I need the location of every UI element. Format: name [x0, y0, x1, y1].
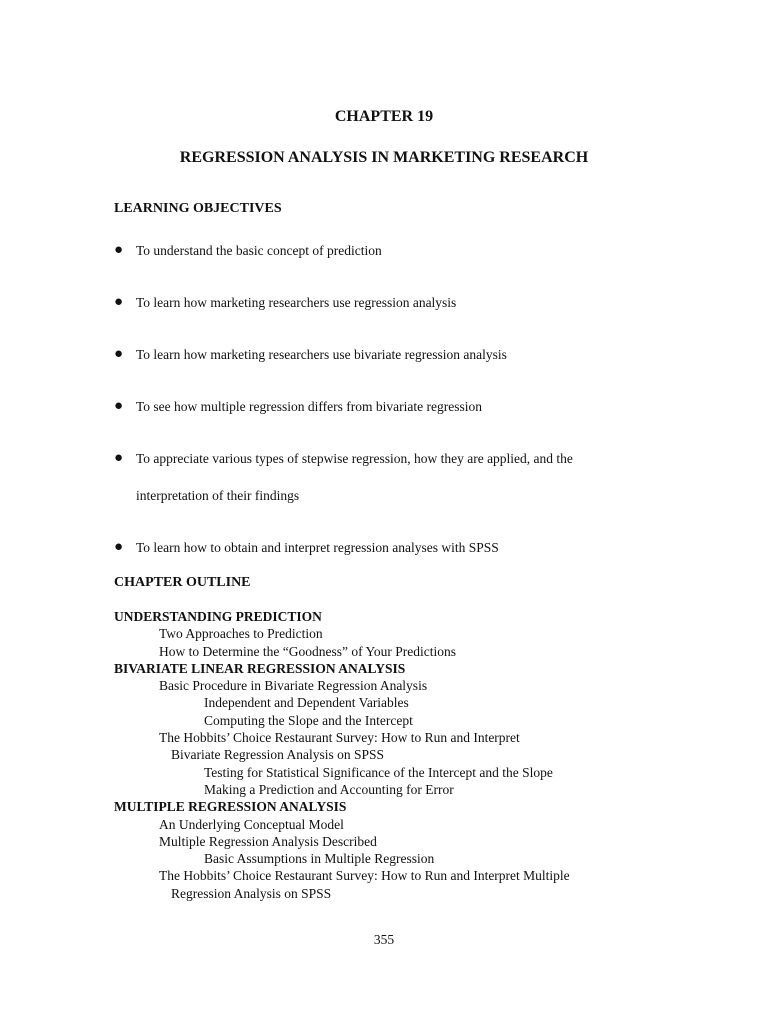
objective-text: To learn how to obtain and interpret regression analyses with SPSS — [136, 540, 499, 555]
outline-item: Regression Analysis on SPSS — [171, 885, 332, 901]
objective-text: To see how multiple regression differs from bivariate regression — [136, 399, 482, 414]
outline-section-heading: UNDERSTANDING PREDICTION — [114, 609, 322, 624]
bullet-icon: ● — [114, 539, 124, 555]
outline-item: The Hobbits’ Choice Restaurant Survey: How to Run and Interpret Multiple — [159, 868, 570, 884]
outline-item: An Underlying Conceptual Model — [159, 816, 344, 832]
outline-item: Two Approaches to Prediction — [159, 626, 323, 642]
outline-item: Basic Procedure in Bivariate Regression Analysis — [159, 678, 428, 694]
chapter-number: CHAPTER 19 — [334, 108, 434, 125]
objective-text: To learn how marketing researchers use regression analysis — [136, 295, 457, 310]
page-number: 355 — [373, 932, 395, 947]
objective-text: To understand the basic concept of prediction — [136, 243, 382, 258]
outline-item: Independent and Dependent Variables — [204, 695, 409, 711]
objective-text: interpretation of their findings — [136, 488, 300, 503]
outline-item: Basic Assumptions in Multiple Regression — [204, 851, 435, 867]
bullet-icon: ● — [114, 346, 124, 362]
chapter-outline-heading: CHAPTER OUTLINE — [114, 575, 251, 590]
objective-text: To learn how marketing researchers use bivariate regression analysis — [136, 347, 507, 362]
outline-item: Multiple Regression Analysis Described — [159, 833, 377, 849]
bullet-icon: ● — [114, 294, 124, 310]
outline-section-heading: MULTIPLE REGRESSION ANALYSIS — [114, 799, 347, 815]
outline-section-heading: BIVARIATE LINEAR REGRESSION ANALYSIS — [114, 660, 406, 676]
bullet-icon: ● — [114, 450, 124, 466]
objective-item — [114, 232, 674, 269]
outline-item: Bivariate Regression Analysis on SPSS — [171, 747, 385, 763]
objective-item — [114, 529, 674, 566]
outline-item: Making a Prediction and Accounting for Error — [204, 781, 454, 797]
learning-objectives-heading: LEARNING OBJECTIVES — [114, 201, 282, 216]
objective-text: To appreciate various types of stepwise regression, how they are applied, and the — [136, 451, 573, 466]
chapter-outline-list — [114, 608, 714, 902]
objective-item — [114, 388, 674, 425]
bullet-icon: ● — [114, 398, 124, 414]
bullet-icon: ● — [114, 242, 124, 258]
objective-item — [114, 440, 674, 514]
outline-item: Testing for Statistical Significance of the Intercept and the Slope — [204, 764, 553, 780]
objective-item — [114, 336, 674, 373]
outline-item: The Hobbits’ Choice Restaurant Survey: How to Run and Interpret — [159, 730, 520, 746]
chapter-title: REGRESSION ANALYSIS IN MARKETING RESEARCH — [179, 149, 589, 166]
outline-item: How to Determine the “Goodness” of Your Predictions — [159, 643, 456, 659]
objective-item — [114, 284, 674, 321]
learning-objectives-list — [114, 232, 674, 581]
outline-item: Computing the Slope and the Intercept — [204, 712, 413, 728]
